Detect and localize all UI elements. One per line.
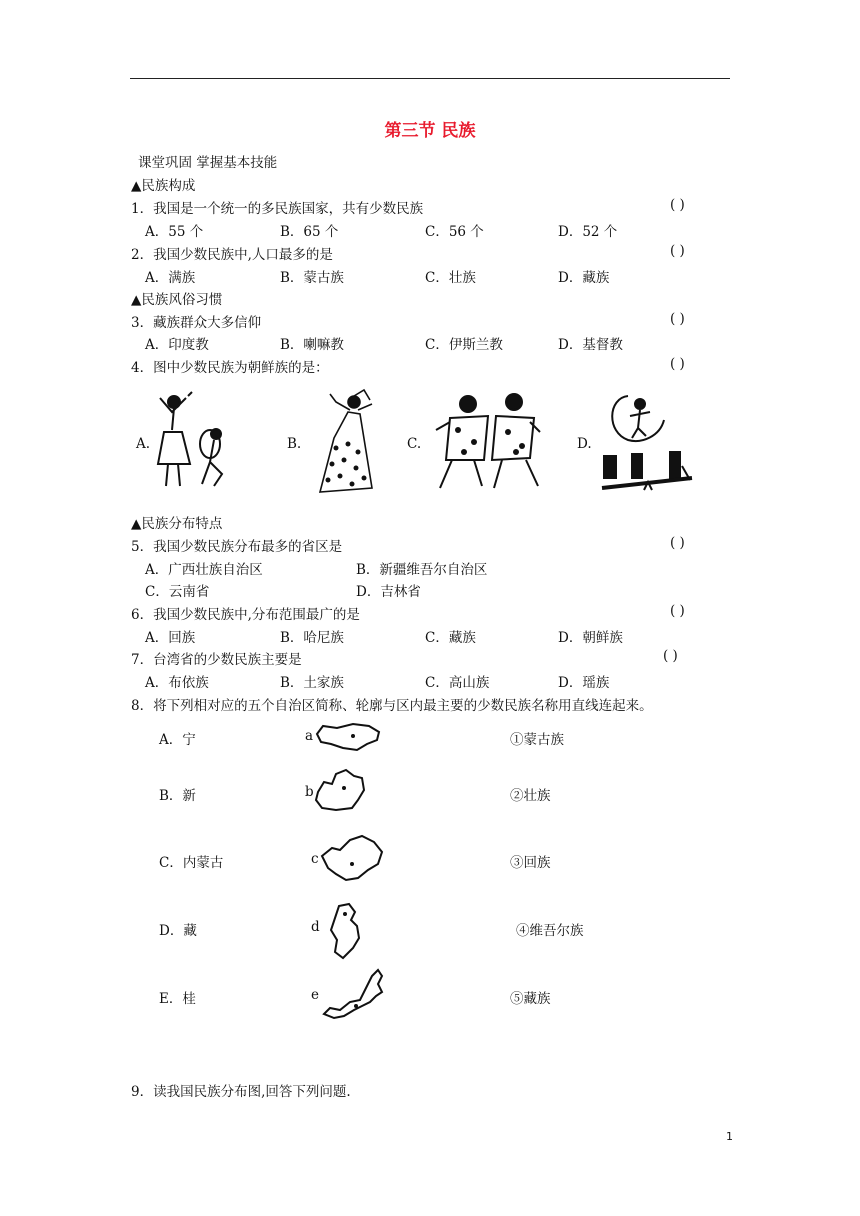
option-d: D．藏族 [558, 270, 610, 286]
option-a: A．回族 [145, 630, 196, 646]
option-a: A．布依族 [145, 675, 209, 691]
option-c: C．伊斯兰教 [425, 337, 503, 353]
match-abbr: E．桂 [159, 991, 196, 1007]
section-heading: ▲民族构成 [131, 178, 196, 194]
option-c-label: C. [407, 436, 422, 452]
match-letter: c [311, 851, 319, 867]
match-abbr: C．内蒙古 [159, 855, 224, 871]
match-ethnic: ④维吾尔族 [516, 923, 584, 939]
option-c: C．云南省 [145, 584, 210, 600]
question-1: 1．我国是一个统一的多民族国家，共有少数民族 [131, 201, 424, 217]
section-heading: ▲民族分布特点 [131, 516, 223, 532]
match-letter: e [311, 987, 319, 1003]
dancer-illustration-b [306, 388, 378, 496]
question-2: 2．我国少数民族中,人口最多的是 [131, 247, 333, 263]
answer-blank: ( ) [670, 197, 685, 213]
question-9: 9．读我国民族分布图,回答下列问题. [131, 1084, 351, 1100]
seesaw-illustration-d [598, 390, 698, 500]
option-b: B．65 个 [280, 224, 339, 240]
option-d: D．瑶族 [558, 675, 610, 691]
section-heading: ▲民族风俗习惯 [131, 292, 223, 308]
option-b: B．新疆维吾尔自治区 [356, 562, 488, 578]
question-6: 6．我国少数民族中,分布范围最广的是 [131, 607, 360, 623]
option-c: C．56 个 [425, 224, 484, 240]
option-d: D．吉林省 [356, 584, 421, 600]
option-c: C．壮族 [425, 270, 476, 286]
match-ethnic: ①蒙古族 [510, 732, 564, 748]
match-ethnic: ②壮族 [510, 788, 551, 804]
option-a: A．印度教 [145, 337, 209, 353]
option-c: C．高山族 [425, 675, 490, 691]
option-b: B．喇嘛教 [280, 337, 344, 353]
option-b-label: B. [287, 436, 302, 452]
answer-blank: ( ) [670, 311, 685, 327]
answer-blank: ( ) [670, 603, 685, 619]
option-c: C．藏族 [425, 630, 476, 646]
ningxia-outline [325, 902, 365, 962]
option-d-label: D. [577, 436, 592, 452]
answer-blank: ( ) [670, 243, 685, 259]
option-d: D．基督教 [558, 337, 623, 353]
match-abbr: A．宁 [159, 732, 196, 748]
match-letter: d [311, 919, 320, 935]
dancers-illustration-a [152, 388, 230, 492]
option-b: B．哈尼族 [280, 630, 344, 646]
guangxi-outline [318, 834, 386, 884]
question-3: 3．藏族群众大多信仰 [131, 315, 262, 331]
answer-blank: ( ) [670, 535, 685, 551]
option-a: A．55 个 [145, 224, 204, 240]
match-abbr: D．藏 [159, 923, 197, 939]
answer-blank: ( ) [670, 356, 685, 372]
page-title: 第三节 民族 [384, 121, 476, 141]
tibet-outline [313, 722, 383, 754]
question-7: 7．台湾省的少数民族主要是 [131, 652, 302, 668]
dancers-illustration-c [430, 390, 546, 494]
match-letter: b [305, 784, 314, 800]
option-b: B．蒙古族 [280, 270, 344, 286]
match-letter: a [305, 728, 314, 744]
intro-text: 课堂巩固 掌握基本技能 [138, 155, 278, 171]
option-d: D．52 个 [558, 224, 618, 240]
question-5: 5．我国少数民族分布最多的省区是 [131, 539, 343, 555]
match-abbr: B．新 [159, 788, 196, 804]
match-ethnic: ③回族 [510, 855, 551, 871]
option-b: B．土家族 [280, 675, 344, 691]
inner-mongolia-outline [320, 966, 388, 1022]
xinjiang-outline [312, 768, 368, 814]
option-a: A．满族 [145, 270, 196, 286]
question-4: 4．图中少数民族为朝鲜族的是： [131, 360, 329, 376]
option-a: A．广西壮族自治区 [145, 562, 263, 578]
page-number: 1 [726, 1130, 733, 1143]
question-8: 8．将下列相对应的五个自治区简称、轮廓与区内最主要的少数民族名称用直线连起来。 [131, 698, 653, 714]
match-ethnic: ⑤藏族 [510, 991, 551, 1007]
option-d: D．朝鲜族 [558, 630, 623, 646]
answer-blank: ( ) [663, 648, 678, 664]
header-rule [130, 78, 730, 79]
option-a-label: A. [136, 436, 151, 452]
